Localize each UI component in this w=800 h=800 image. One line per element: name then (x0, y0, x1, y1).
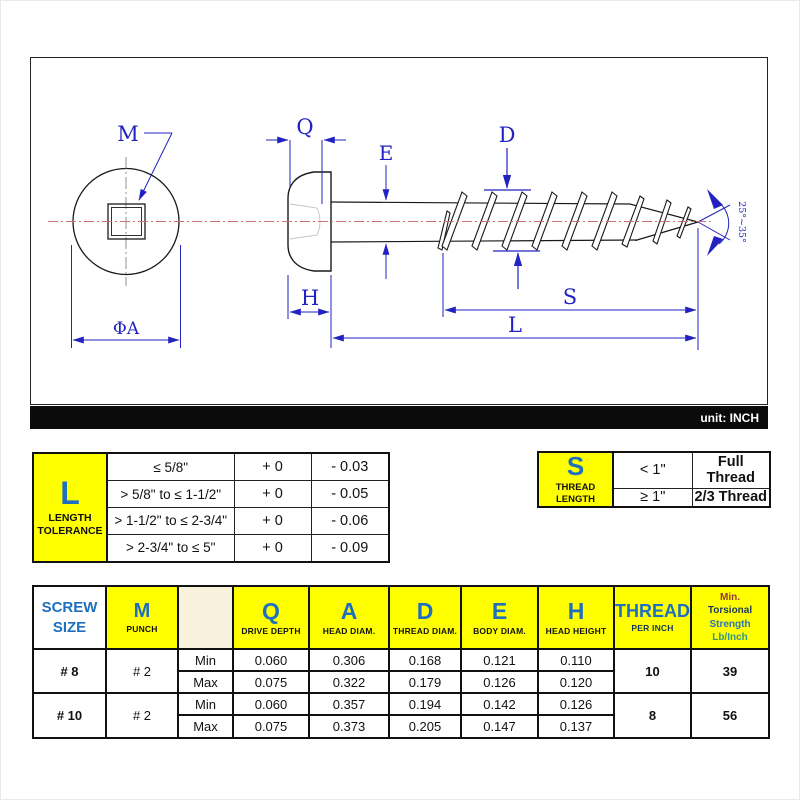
header-q-letter: Q (262, 597, 280, 624)
torsional-strength-cell: 39 (691, 649, 769, 693)
minmax-label: Min (178, 649, 233, 671)
tolerance-minus: - 0.05 (311, 481, 389, 508)
minmax-label: Max (178, 671, 233, 693)
tolerance-plus: + 0 (234, 481, 311, 508)
tolerance-minus: - 0.03 (311, 453, 389, 481)
thread-value: Full Thread (692, 452, 770, 488)
header-e-sub: BODY DIAM. (473, 625, 526, 636)
tolerance-key-cell (33, 453, 107, 562)
punch-cell: # 2 (106, 649, 178, 693)
header-torsional-strength (691, 586, 769, 649)
thread-condition: ≥ 1" (613, 488, 692, 507)
value-h-min: 0.110 (538, 649, 614, 671)
header-h-letter: H (567, 597, 585, 624)
tolerance-range: > 1-1/2" to ≤ 2-3/4" (107, 507, 234, 534)
value-a-min: 0.306 (309, 649, 389, 671)
header-a-letter: A (340, 597, 358, 624)
value-e-max: 0.126 (461, 671, 538, 693)
header-m-sub: PUNCH (126, 624, 158, 634)
screw-technical-drawing (30, 57, 768, 405)
value-e-max: 0.147 (461, 715, 538, 738)
value-q-min: 0.060 (233, 649, 309, 671)
value-d-min: 0.194 (389, 693, 461, 715)
header-h (538, 586, 614, 649)
value-d-min: 0.168 (389, 649, 461, 671)
spec-header-row (33, 586, 769, 649)
dimension-m (139, 133, 172, 200)
thread-per-inch-cell: 8 (614, 693, 691, 738)
header-strength-line: Torsional (707, 605, 753, 616)
value-a-min: 0.357 (309, 693, 389, 715)
value-q-max: 0.075 (233, 671, 309, 693)
tolerance-plus: + 0 (234, 507, 311, 534)
minmax-label: Max (178, 715, 233, 738)
thread-condition: < 1" (613, 452, 692, 488)
header-strength-line: Lb/Inch (712, 632, 748, 643)
header-a-sub: HEAD DIAM. (322, 625, 376, 636)
header-a (309, 586, 389, 649)
header-strength-line: Min. (720, 591, 740, 603)
header-d (389, 586, 461, 649)
thread-key-caption: THREAD LENGTH (555, 482, 596, 506)
table-row (33, 453, 389, 481)
spec-table (32, 585, 770, 739)
tolerance-plus: + 0 (234, 453, 311, 481)
spec-row-8-min (33, 649, 769, 671)
thread-key-cell (538, 452, 613, 507)
dimension-point-angle (698, 189, 730, 256)
header-m (106, 586, 178, 649)
header-thread-word: THREAD (615, 601, 690, 621)
label-e: E (378, 141, 394, 165)
header-thread-sub: PER INCH (631, 623, 674, 633)
angle-arc-arrow-bottom (707, 236, 723, 256)
value-h-max: 0.137 (538, 715, 614, 738)
tolerance-range: > 2-3/4" to ≤ 5" (107, 534, 234, 562)
tolerance-plus: + 0 (234, 534, 311, 562)
value-q-min: 0.060 (233, 693, 309, 715)
header-q-sub: DRIVE DEPTH (241, 625, 301, 636)
thread-per-inch-cell: 10 (614, 649, 691, 693)
length-tolerance-table (32, 452, 390, 563)
value-e-min: 0.142 (461, 693, 538, 715)
value-e-min: 0.121 (461, 649, 538, 671)
label-point-angle: 25°~35° (736, 201, 747, 243)
punch-cell: # 2 (106, 693, 178, 738)
label-h: H (300, 286, 320, 310)
screw-size-cell: # 8 (33, 649, 106, 693)
label-d: D (498, 123, 516, 147)
screw-size-cell: # 10 (33, 693, 106, 738)
tolerance-range: > 5/8" to ≤ 1-1/2" (107, 481, 234, 508)
thread-key-letter: S (566, 451, 585, 481)
value-a-max: 0.373 (309, 715, 389, 738)
table-row (538, 452, 770, 488)
header-d-sub: THREAD DIAM. (392, 625, 458, 636)
header-strength-line: Strength (709, 618, 751, 630)
tolerance-minus: - 0.06 (311, 507, 389, 534)
header-q (233, 586, 309, 649)
label-s: S (562, 285, 578, 309)
label-phi-a: ΦA (112, 319, 140, 339)
thread-flights (438, 192, 691, 250)
value-h-min: 0.126 (538, 693, 614, 715)
value-d-max: 0.205 (389, 715, 461, 738)
tolerance-minus: - 0.09 (311, 534, 389, 562)
thread-value: 2/3 Thread (692, 488, 770, 507)
header-h-sub: HEAD HEIGHT (545, 625, 607, 636)
tolerance-key-letter: L (60, 474, 80, 511)
header-e (461, 586, 538, 649)
header-blank (178, 586, 233, 649)
minmax-label: Min (178, 693, 233, 715)
header-m-letter: M (133, 600, 151, 622)
header-screw-size: SCREW SIZE (33, 586, 106, 649)
label-m: M (117, 122, 139, 146)
value-q-max: 0.075 (233, 715, 309, 738)
torsional-strength-cell: 56 (691, 693, 769, 738)
value-d-max: 0.179 (389, 671, 461, 693)
header-e-letter: E (491, 597, 508, 624)
unit-bar (30, 406, 768, 429)
value-a-max: 0.322 (309, 671, 389, 693)
tolerance-range: ≤ 5/8" (107, 453, 234, 481)
label-l: L (508, 313, 522, 337)
header-d-letter: D (416, 597, 434, 624)
spec-row-10-min (33, 693, 769, 715)
unit-label: unit: INCH (700, 410, 759, 425)
label-q: Q (296, 115, 314, 139)
value-h-max: 0.120 (538, 671, 614, 693)
header-thread-per-inch (614, 586, 691, 649)
angle-arc-arrow-top (707, 189, 723, 209)
tolerance-key-caption: LENGTH TOLERANCE (37, 512, 103, 538)
thread-length-table (537, 451, 771, 508)
